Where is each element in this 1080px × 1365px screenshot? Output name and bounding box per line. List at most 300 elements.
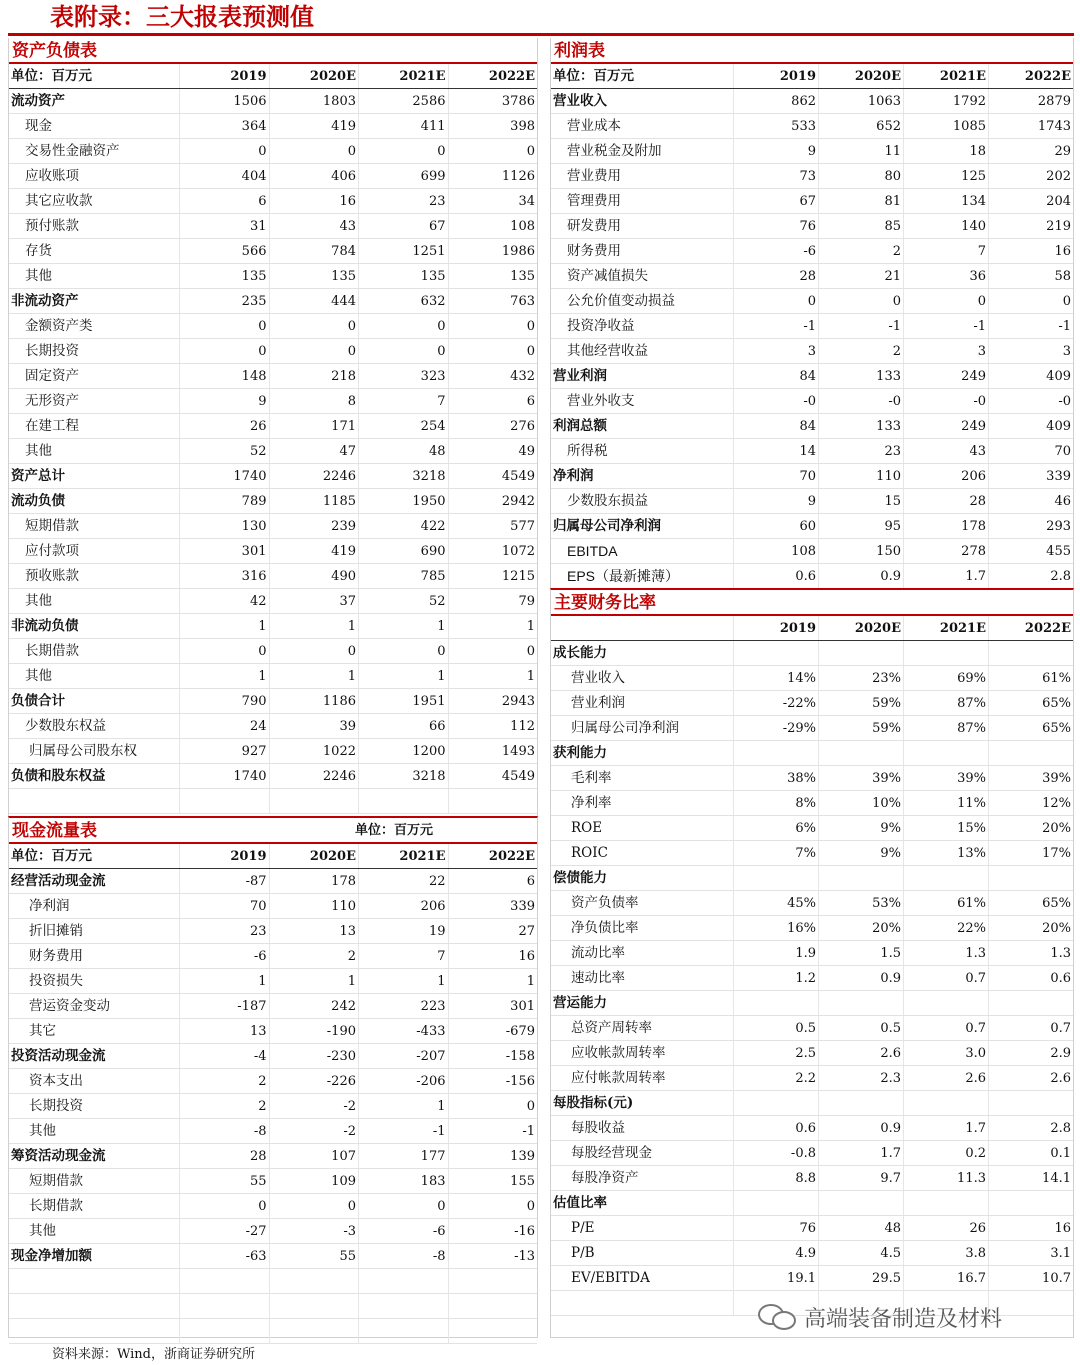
row-value: 16%	[733, 916, 818, 940]
row-value: 125	[903, 164, 988, 188]
row-label: 流动负债	[11, 493, 65, 509]
row-label: 投资损失	[29, 973, 83, 989]
row-value	[818, 1191, 903, 1215]
header-year: 2019	[733, 616, 818, 640]
header-year: 2021E	[358, 64, 448, 88]
row-value: 23	[179, 919, 269, 943]
table-header-row	[9, 64, 537, 89]
row-value: 0.9	[818, 1116, 903, 1140]
row-value: 39%	[818, 766, 903, 790]
row-value: 9%	[818, 841, 903, 865]
row-value: 1	[269, 664, 359, 688]
row-value: 0	[358, 1194, 448, 1218]
row-value: 52	[358, 589, 448, 613]
row-value: 49	[448, 439, 538, 463]
row-value: 38%	[733, 766, 818, 790]
row-value: 2.8	[988, 1116, 1073, 1140]
row-label: 资产总计	[11, 468, 65, 484]
row-label: 其他经营收益	[567, 343, 648, 359]
row-value: 7%	[733, 841, 818, 865]
row-label: 负债和股东权益	[11, 768, 106, 784]
row-value: 6	[448, 389, 538, 413]
row-value: 0.6	[733, 1116, 818, 1140]
row-label	[9, 1319, 179, 1343]
row-value: -6	[358, 1219, 448, 1243]
row-value: 9	[733, 139, 818, 163]
row-value: 43	[903, 439, 988, 463]
row-value: 1185	[269, 489, 359, 513]
table-row	[9, 489, 537, 514]
row-value: 1792	[903, 89, 988, 113]
row-value: 3	[988, 339, 1073, 363]
row-value: 293	[988, 514, 1073, 538]
row-label: 净利润	[29, 898, 70, 914]
row-value: 0	[269, 339, 359, 363]
header-year: 2022E	[988, 64, 1073, 88]
row-value	[903, 1191, 988, 1215]
row-label: 每股指标(元)	[553, 1095, 634, 1111]
table-row	[9, 589, 537, 614]
row-value: 37	[269, 589, 359, 613]
row-label: 净负债比率	[571, 920, 639, 936]
row-value: 254	[358, 414, 448, 438]
income-statement-title: 利润表	[551, 38, 1073, 64]
row-value: 419	[269, 114, 359, 138]
row-label: 利润总额	[553, 418, 607, 434]
table-row	[9, 389, 537, 414]
row-value: 0	[988, 289, 1073, 313]
row-value: -87	[179, 869, 269, 893]
row-value: 0	[448, 139, 538, 163]
row-value: 202	[988, 164, 1073, 188]
row-value: 13	[179, 1019, 269, 1043]
row-label: 少数股东损益	[567, 493, 648, 509]
table-row	[9, 189, 537, 214]
row-value: -13	[448, 1244, 538, 1268]
row-value: 16	[988, 239, 1073, 263]
row-value: 7	[358, 389, 448, 413]
row-label: 其他	[25, 268, 52, 284]
row-value	[448, 1269, 538, 1293]
row-value: 2943	[448, 689, 538, 713]
row-value: 790	[179, 689, 269, 713]
source-note: 资料来源：Wind，浙商证券研究所	[52, 1347, 255, 1362]
table-row	[551, 866, 1073, 891]
row-label: 应付帐款周转率	[571, 1070, 666, 1086]
table-row	[551, 1216, 1073, 1241]
row-value: 1	[358, 664, 448, 688]
table-row	[9, 664, 537, 689]
row-value: -0	[988, 389, 1073, 413]
header-unit: 单位：百万元	[11, 68, 92, 84]
header-year: 2019	[733, 64, 818, 88]
row-value: 406	[269, 164, 359, 188]
row-value: 22%	[903, 916, 988, 940]
row-value: -156	[448, 1069, 538, 1093]
row-label: 在建工程	[25, 418, 79, 434]
table-row	[551, 891, 1073, 916]
row-value: 39%	[903, 766, 988, 790]
row-value: 419	[269, 539, 359, 563]
row-value: -0	[733, 389, 818, 413]
row-value: 69%	[903, 666, 988, 690]
row-value: 1.7	[818, 1141, 903, 1165]
row-value: -226	[269, 1069, 359, 1093]
row-label: 投资活动现金流	[11, 1048, 106, 1064]
row-value: 0.7	[903, 966, 988, 990]
row-value: 0.9	[818, 564, 903, 588]
row-value: 20%	[988, 916, 1073, 940]
row-label: 应收帐款周转率	[571, 1045, 666, 1061]
row-value: 223	[358, 994, 448, 1018]
row-label: 长期借款	[29, 1198, 83, 1214]
table-row	[9, 1194, 537, 1219]
row-value: 135	[358, 264, 448, 288]
row-value: 2246	[269, 464, 359, 488]
row-label: 应付款项	[25, 543, 79, 559]
table-row	[551, 289, 1073, 314]
header-year: 2019	[179, 64, 269, 88]
row-value: 70	[988, 439, 1073, 463]
row-label: 营业外收支	[567, 393, 635, 409]
row-value	[988, 1191, 1073, 1215]
row-value: 23	[818, 439, 903, 463]
row-value: 11%	[903, 791, 988, 815]
row-value: 8	[269, 389, 359, 413]
row-value: 65%	[988, 691, 1073, 715]
row-label: 预付账款	[25, 218, 79, 234]
row-value: 1	[179, 969, 269, 993]
row-value: 87%	[903, 691, 988, 715]
row-value: 22	[358, 869, 448, 893]
row-value: 60	[733, 514, 818, 538]
table-row	[9, 539, 537, 564]
watermark	[758, 1300, 1002, 1334]
row-value: 0	[448, 639, 538, 663]
balance-sheet-title: 资产负债表	[9, 38, 537, 64]
table-row	[9, 919, 537, 944]
row-value: 107	[269, 1144, 359, 1168]
row-value: 411	[358, 114, 448, 138]
table-row	[551, 1091, 1073, 1116]
row-label: 所得税	[567, 443, 608, 459]
row-value: 239	[269, 514, 359, 538]
row-value: 0	[358, 639, 448, 663]
row-label: 金额资产类	[25, 318, 93, 334]
row-value: 10%	[818, 791, 903, 815]
table-row	[551, 364, 1073, 389]
row-label: 长期借款	[25, 643, 79, 659]
table-row	[551, 666, 1073, 691]
table-row	[551, 916, 1073, 941]
row-label: 投资净收益	[567, 318, 635, 334]
table-row	[551, 991, 1073, 1016]
row-value: 6%	[733, 816, 818, 840]
row-value: 17%	[988, 841, 1073, 865]
row-value: 133	[818, 414, 903, 438]
row-label: 估值比率	[553, 1195, 607, 1211]
row-value: 16	[269, 189, 359, 213]
row-value: 1022	[269, 739, 359, 763]
table-row	[551, 766, 1073, 791]
table-row	[9, 1169, 537, 1194]
table-row	[9, 439, 537, 464]
table-row	[551, 691, 1073, 716]
table-row	[551, 1241, 1073, 1266]
row-value: 0	[269, 1194, 359, 1218]
row-label: 每股经营现金	[571, 1145, 652, 1161]
row-value: 95	[818, 514, 903, 538]
table-row	[9, 1294, 537, 1319]
row-value: 1	[358, 1094, 448, 1118]
row-value	[179, 1269, 269, 1293]
row-value: 58	[988, 264, 1073, 288]
row-value: 784	[269, 239, 359, 263]
table-row	[9, 264, 537, 289]
row-value: 178	[269, 869, 359, 893]
row-value: 249	[903, 414, 988, 438]
row-value: 2.6	[818, 1041, 903, 1065]
row-value: 1.2	[733, 966, 818, 990]
row-label: 财务费用	[29, 948, 83, 964]
table-row	[9, 239, 537, 264]
table-row	[9, 514, 537, 539]
row-value: 81	[818, 189, 903, 213]
row-value: 135	[269, 264, 359, 288]
row-value: 0.6	[733, 564, 818, 588]
row-value: 2.8	[988, 564, 1073, 588]
row-value: 1085	[903, 114, 988, 138]
row-value: -29%	[733, 716, 818, 740]
table-row	[9, 139, 537, 164]
row-value: -27	[179, 1219, 269, 1243]
row-value: 0	[448, 314, 538, 338]
row-value: 4549	[448, 764, 538, 788]
row-value: 3.8	[903, 1241, 988, 1265]
row-value: 73	[733, 164, 818, 188]
row-label: P/E	[571, 1220, 595, 1236]
row-value: 0	[269, 639, 359, 663]
row-value: 27	[448, 919, 538, 943]
row-value: 690	[358, 539, 448, 563]
table-row	[9, 994, 537, 1019]
row-value: 455	[988, 539, 1073, 563]
row-value: 1.7	[903, 1116, 988, 1140]
row-value: 26	[179, 414, 269, 438]
row-value: -0.8	[733, 1141, 818, 1165]
row-value: 398	[448, 114, 538, 138]
row-value: 3.0	[903, 1041, 988, 1065]
table-row	[551, 1191, 1073, 1216]
row-value: 59%	[818, 716, 903, 740]
row-value	[818, 1091, 903, 1115]
row-label: 其他	[25, 593, 52, 609]
row-value: 28	[733, 264, 818, 288]
row-value: -1	[988, 314, 1073, 338]
table-header-row	[9, 844, 537, 869]
header-year: 2020E	[818, 616, 903, 640]
row-value: 76	[733, 1216, 818, 1240]
row-label: 经营活动现金流	[11, 873, 106, 889]
table-row	[9, 89, 537, 114]
table-row	[551, 641, 1073, 666]
row-value: 8.8	[733, 1166, 818, 1190]
row-value	[358, 1269, 448, 1293]
row-value: -2	[269, 1119, 359, 1143]
cash-flow-unit-note: 单位：百万元	[355, 823, 434, 838]
row-value: -16	[448, 1219, 538, 1243]
row-label: 短期借款	[29, 1173, 83, 1189]
row-value: 79	[448, 589, 538, 613]
row-value: -8	[358, 1244, 448, 1268]
row-value: 80	[818, 164, 903, 188]
row-value: 26	[903, 1216, 988, 1240]
row-value: 23	[358, 189, 448, 213]
table-row	[9, 364, 537, 389]
table-row	[9, 944, 537, 969]
row-value: 2879	[988, 89, 1073, 113]
table-row	[9, 414, 537, 439]
table-row	[551, 339, 1073, 364]
row-value: 218	[269, 364, 359, 388]
row-value: 0	[358, 339, 448, 363]
header-year: 2022E	[448, 64, 538, 88]
row-value: 53%	[818, 891, 903, 915]
table-row	[551, 716, 1073, 741]
row-value: 2.3	[818, 1066, 903, 1090]
table-row	[9, 639, 537, 664]
row-value	[179, 1319, 269, 1343]
row-value: 7	[903, 239, 988, 263]
row-value: 9	[179, 389, 269, 413]
row-label: 偿债能力	[553, 870, 607, 886]
row-value: 20%	[818, 916, 903, 940]
row-label: 流动资产	[11, 93, 65, 109]
row-value: 0	[733, 289, 818, 313]
table-row	[551, 114, 1073, 139]
row-value: 3.1	[988, 1241, 1073, 1265]
row-value: 0.5	[733, 1016, 818, 1040]
row-value: 3218	[358, 764, 448, 788]
row-value: -6	[733, 239, 818, 263]
row-value: 1	[358, 969, 448, 993]
table-row	[551, 389, 1073, 414]
header-year: 2021E	[903, 64, 988, 88]
row-value: 0	[818, 289, 903, 313]
table-row	[551, 1041, 1073, 1066]
row-value	[988, 641, 1073, 665]
table-row	[551, 439, 1073, 464]
row-label: 现金	[25, 118, 52, 134]
row-value: 70	[179, 894, 269, 918]
table-row	[9, 789, 537, 814]
row-value: 28	[179, 1144, 269, 1168]
table-row	[9, 564, 537, 589]
row-value: 23%	[818, 666, 903, 690]
row-value	[733, 1191, 818, 1215]
table-row	[551, 539, 1073, 564]
cash-flow-title-text: 现金流量表	[12, 821, 97, 841]
table-row	[551, 214, 1073, 239]
row-value: 1	[179, 664, 269, 688]
row-value: 16	[988, 1216, 1073, 1240]
row-value	[733, 741, 818, 765]
row-value: 0.6	[988, 966, 1073, 990]
row-label: ROIC	[571, 845, 608, 861]
table-row	[9, 314, 537, 339]
row-value: 219	[988, 214, 1073, 238]
row-label	[9, 1269, 179, 1293]
row-value	[903, 641, 988, 665]
row-value: 235	[179, 289, 269, 313]
row-value: 1	[269, 969, 359, 993]
row-value	[448, 789, 538, 813]
row-value: 566	[179, 239, 269, 263]
wechat-icon	[758, 1302, 798, 1332]
row-value: 14%	[733, 666, 818, 690]
row-value	[733, 991, 818, 1015]
row-value: 21	[818, 264, 903, 288]
row-value: 46	[988, 489, 1073, 513]
row-value	[269, 1319, 359, 1343]
table-row	[9, 214, 537, 239]
row-value: 13	[269, 919, 359, 943]
row-value: -433	[358, 1019, 448, 1043]
header-year: 2019	[179, 844, 269, 868]
row-value: 206	[903, 464, 988, 488]
row-value	[903, 866, 988, 890]
row-value: 65%	[988, 716, 1073, 740]
row-value: -679	[448, 1019, 538, 1043]
row-value: 1950	[358, 489, 448, 513]
row-value: 12%	[988, 791, 1073, 815]
row-label: 每股收益	[571, 1120, 625, 1136]
row-value: 39	[269, 714, 359, 738]
row-value: 61%	[903, 891, 988, 915]
table-row	[551, 1116, 1073, 1141]
row-value: 339	[448, 894, 538, 918]
header-year: 2021E	[358, 844, 448, 868]
table-row	[551, 239, 1073, 264]
row-label: ROE	[571, 820, 603, 836]
row-value: -187	[179, 994, 269, 1018]
row-value	[733, 641, 818, 665]
row-value: 39%	[988, 766, 1073, 790]
row-label: 折旧摊销	[29, 923, 83, 939]
row-label: 其他	[25, 443, 52, 459]
page-title: 表附录：三大报表预测值	[50, 3, 314, 31]
row-value: 14.1	[988, 1166, 1073, 1190]
row-value: 1803	[269, 89, 359, 113]
row-value: 65%	[988, 891, 1073, 915]
row-value: 301	[179, 539, 269, 563]
ratios-panel	[550, 588, 1074, 1338]
row-value: 0.5	[818, 1016, 903, 1040]
row-label: 归属母公司股东权	[29, 743, 137, 759]
row-value: 87%	[903, 716, 988, 740]
row-value: 1063	[818, 89, 903, 113]
row-value: 1	[179, 614, 269, 638]
row-value: 9.7	[818, 1166, 903, 1190]
header-year: 2022E	[988, 616, 1073, 640]
table-row	[551, 1141, 1073, 1166]
row-value	[269, 789, 359, 813]
row-label: 负债合计	[11, 693, 65, 709]
row-value: 339	[988, 464, 1073, 488]
row-value: 13%	[903, 841, 988, 865]
row-label: 营业收入	[553, 93, 607, 109]
row-value: 47	[269, 439, 359, 463]
